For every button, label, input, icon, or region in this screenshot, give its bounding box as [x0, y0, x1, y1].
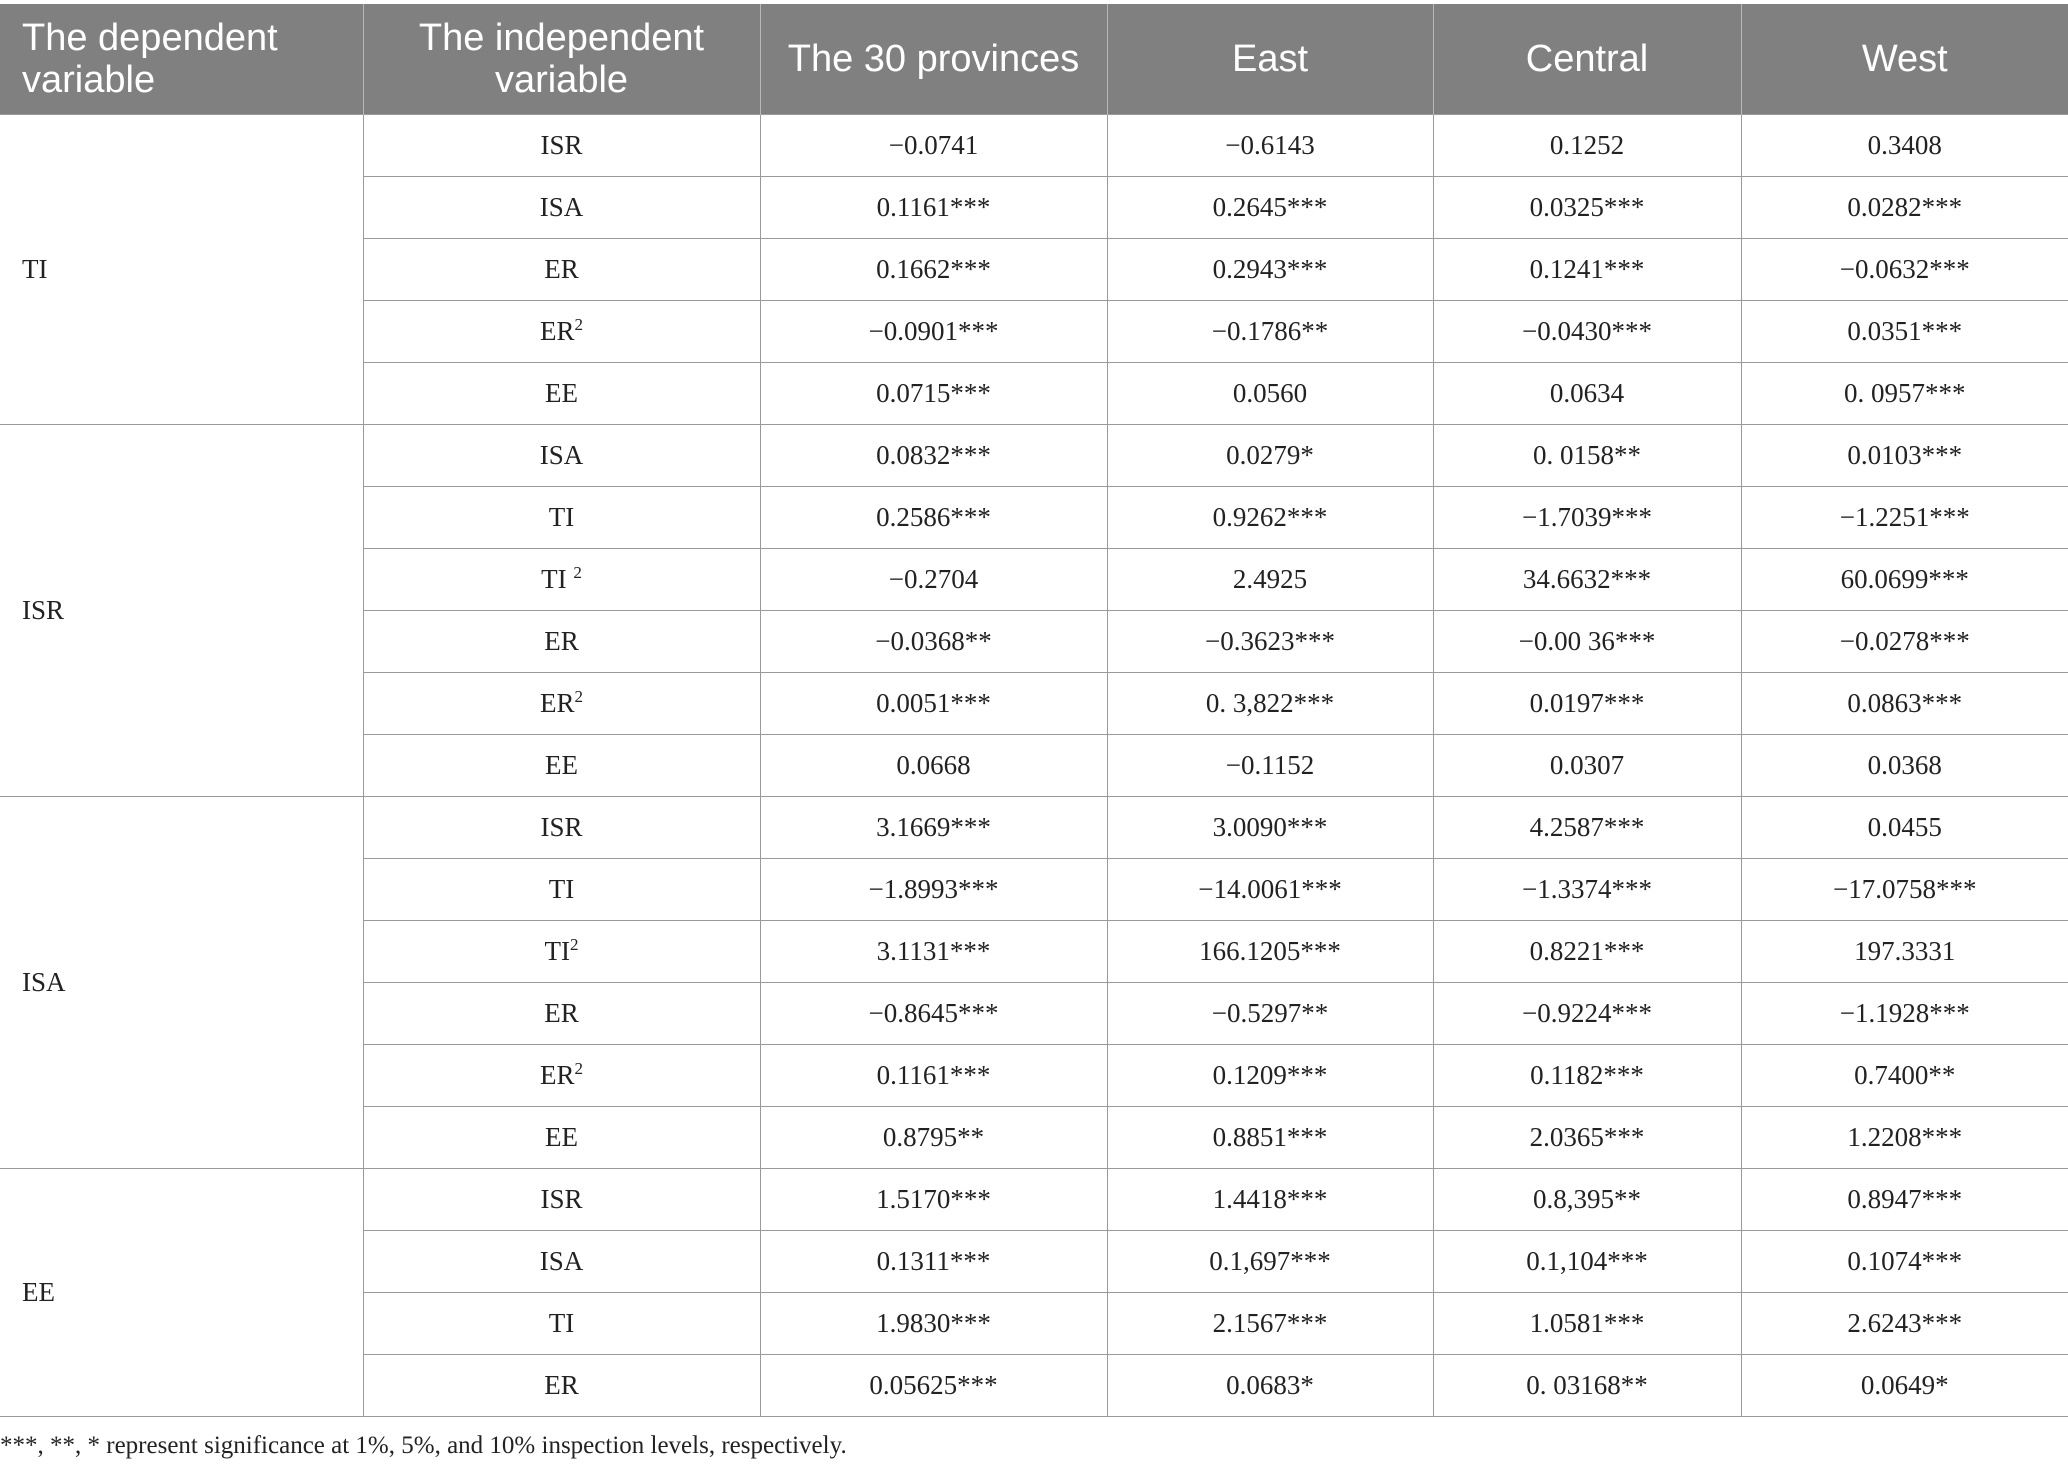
- independent-variable-cell: [363, 486, 760, 548]
- header-east: East: [1107, 4, 1433, 114]
- coefficient-cell-east: −0.6143: [1107, 114, 1433, 176]
- coefficient-cell-east: 0.1209***: [1107, 1044, 1433, 1106]
- variable-exponent: 2: [569, 935, 579, 954]
- coefficient-cell-west: 0.0649*: [1741, 1354, 2068, 1416]
- coefficient-cell-west: 0.7400**: [1741, 1044, 2068, 1106]
- coefficient-cell-west: 2.6243***: [1741, 1292, 2068, 1354]
- variable-name: ISA: [539, 439, 584, 470]
- coefficient-cell-west: 0.3408: [1741, 114, 2068, 176]
- independent-variable-cell: [363, 858, 760, 920]
- header-independent-variable: The independent variable: [363, 4, 760, 114]
- coefficient-cell-p30: −0.2704: [760, 548, 1107, 610]
- variable-name: ER: [539, 316, 575, 346]
- table-row: [0, 114, 2068, 176]
- independent-variable-cell: [363, 610, 760, 672]
- variable-exponent: 2: [574, 315, 583, 334]
- coefficient-cell-p30: 0.1311***: [760, 1230, 1107, 1292]
- coefficient-cell-central: 0.0634: [1433, 362, 1741, 424]
- coefficient-cell-p30: −0.0741: [760, 114, 1107, 176]
- coefficient-cell-west: 0.0103***: [1741, 424, 2068, 486]
- coefficient-cell-central: 2.0365***: [1433, 1106, 1741, 1168]
- coefficient-cell-central: 1.0581***: [1433, 1292, 1741, 1354]
- coefficient-cell-west: −0.0278***: [1741, 610, 2068, 672]
- coefficient-cell-west: −0.0632***: [1741, 238, 2068, 300]
- table-body: [0, 114, 2068, 1416]
- variable-name: ER: [539, 688, 575, 718]
- coefficient-cell-central: 0. 0158**: [1433, 424, 1741, 486]
- coefficient-cell-central: 0.8221***: [1433, 920, 1741, 982]
- independent-variable-cell: [363, 238, 760, 300]
- coefficient-cell-p30: 1.9830***: [760, 1292, 1107, 1354]
- coefficient-cell-central: −0.0430***: [1433, 300, 1741, 362]
- independent-variable-cell: [363, 796, 760, 858]
- coefficient-cell-east: 3.0090***: [1107, 796, 1433, 858]
- coefficient-cell-east: 0.2943***: [1107, 238, 1433, 300]
- table-row: [0, 424, 2068, 486]
- variable-name: EE: [545, 749, 578, 780]
- coefficient-cell-central: 4.2587***: [1433, 796, 1741, 858]
- coefficient-cell-east: 0. 3,822***: [1107, 672, 1433, 734]
- variable-name: ER: [544, 625, 579, 656]
- coefficient-cell-p30: −1.8993***: [760, 858, 1107, 920]
- independent-variable-cell: [363, 1354, 760, 1416]
- variable-name: TI: [548, 873, 575, 904]
- independent-variable-cell: [363, 734, 760, 796]
- independent-variable-cell: [363, 1044, 760, 1106]
- coefficient-cell-central: 0.1182***: [1433, 1044, 1741, 1106]
- significance-footnote: ***, **, * represent significance at 1%, 5%, and 10% inspection levels, respectively.: [0, 1432, 847, 1459]
- coefficient-cell-p30: −0.8645***: [760, 982, 1107, 1044]
- header-30-provinces: The 30 provinces: [760, 4, 1107, 114]
- coefficient-cell-east: −0.3623***: [1107, 610, 1433, 672]
- variable-name: TI: [548, 501, 575, 532]
- header-row: [0, 4, 2068, 114]
- table-header: [0, 4, 2068, 114]
- coefficient-cell-p30: 3.1131***: [760, 920, 1107, 982]
- coefficient-cell-east: 0.0683*: [1107, 1354, 1433, 1416]
- coefficient-cell-west: 0.1074***: [1741, 1230, 2068, 1292]
- coefficient-cell-central: 0.0325***: [1433, 176, 1741, 238]
- coefficient-cell-central: 0.0307: [1433, 734, 1741, 796]
- coefficient-cell-central: 0. 03168**: [1433, 1354, 1741, 1416]
- table-row: [0, 796, 2068, 858]
- independent-variable-cell: [363, 176, 760, 238]
- coefficient-cell-p30: 0.0832***: [760, 424, 1107, 486]
- coefficient-cell-east: 2.1567***: [1107, 1292, 1433, 1354]
- coefficient-cell-east: 1.4418***: [1107, 1168, 1433, 1230]
- coefficient-cell-east: 0.2645***: [1107, 176, 1433, 238]
- coefficient-cell-west: −1.2251***: [1741, 486, 2068, 548]
- coefficient-cell-east: 166.1205***: [1107, 920, 1433, 982]
- coefficient-cell-east: −14.0061***: [1107, 858, 1433, 920]
- coefficient-cell-p30: 0.0668: [760, 734, 1107, 796]
- independent-variable-cell: [363, 424, 760, 486]
- coefficient-cell-central: −0.00 36***: [1433, 610, 1741, 672]
- coefficient-cell-east: −0.1152: [1107, 734, 1433, 796]
- coefficient-cell-west: 0.0282***: [1741, 176, 2068, 238]
- independent-variable-cell: [363, 1230, 760, 1292]
- variable-name: ER: [544, 253, 579, 284]
- coefficient-cell-central: 0.1,104***: [1433, 1230, 1741, 1292]
- variable-name: TI: [541, 564, 574, 594]
- variable-name: ISA: [539, 191, 584, 222]
- variable-name: TI: [548, 1307, 575, 1338]
- coefficient-cell-p30: 0.8795**: [760, 1106, 1107, 1168]
- coefficient-cell-p30: 0.1161***: [760, 1044, 1107, 1106]
- variable-name: ER: [544, 997, 579, 1028]
- header-dependent-variable: The dependent variable: [0, 4, 363, 114]
- coefficient-cell-west: −17.0758***: [1741, 858, 2068, 920]
- header-central: Central: [1433, 4, 1741, 114]
- independent-variable-cell: [363, 548, 760, 610]
- coefficient-cell-p30: −0.0901***: [760, 300, 1107, 362]
- coefficient-cell-central: −1.7039***: [1433, 486, 1741, 548]
- variable-name: ISA: [539, 1245, 584, 1276]
- independent-variable-cell: [363, 672, 760, 734]
- variable-name: EE: [545, 377, 578, 408]
- coefficient-cell-p30: 0.2586***: [760, 486, 1107, 548]
- independent-variable-cell: [363, 1292, 760, 1354]
- coefficient-cell-east: 0.9262***: [1107, 486, 1433, 548]
- variable-name: EE: [545, 1121, 578, 1152]
- variable-name: ER: [539, 1060, 575, 1090]
- independent-variable-cell: [363, 920, 760, 982]
- coefficient-cell-central: 0.0197***: [1433, 672, 1741, 734]
- coefficient-cell-central: −1.3374***: [1433, 858, 1741, 920]
- coefficient-cell-central: 0.1241***: [1433, 238, 1741, 300]
- dependent-variable-cell: ISR: [0, 424, 363, 796]
- coefficient-cell-p30: 0.0051***: [760, 672, 1107, 734]
- coefficient-cell-central: 34.6632***: [1433, 548, 1741, 610]
- dependent-variable-cell: ISA: [0, 796, 363, 1168]
- coefficient-cell-east: 0.1,697***: [1107, 1230, 1433, 1292]
- coefficient-cell-west: 60.0699***: [1741, 548, 2068, 610]
- independent-variable-cell: [363, 1106, 760, 1168]
- coefficient-cell-east: 2.4925: [1107, 548, 1433, 610]
- coefficient-cell-east: 0.8851***: [1107, 1106, 1433, 1168]
- variable-exponent: 2: [573, 563, 582, 582]
- coefficient-cell-west: 0.0351***: [1741, 300, 2068, 362]
- coefficient-cell-west: 0.0863***: [1741, 672, 2068, 734]
- coefficient-cell-p30: 0.0715***: [760, 362, 1107, 424]
- coefficient-cell-west: 0.8947***: [1741, 1168, 2068, 1230]
- coefficient-cell-west: 197.3331: [1741, 920, 2068, 982]
- coefficient-cell-central: −0.9224***: [1433, 982, 1741, 1044]
- coefficient-cell-p30: 0.1662***: [760, 238, 1107, 300]
- variable-name: ISR: [540, 811, 583, 842]
- variable-name: TI: [544, 936, 570, 966]
- header-west: West: [1741, 4, 2068, 114]
- coefficient-cell-p30: −0.0368**: [760, 610, 1107, 672]
- coefficient-cell-p30: 0.05625***: [760, 1354, 1107, 1416]
- coefficient-cell-east: −0.1786**: [1107, 300, 1433, 362]
- coefficient-cell-east: 0.0279*: [1107, 424, 1433, 486]
- coefficient-cell-p30: 1.5170***: [760, 1168, 1107, 1230]
- variable-name: ER: [544, 1369, 579, 1400]
- coefficient-cell-west: 0.0368: [1741, 734, 2068, 796]
- independent-variable-cell: [363, 114, 760, 176]
- variable-exponent: 2: [574, 1059, 583, 1078]
- coefficient-cell-p30: 0.1161***: [760, 176, 1107, 238]
- coefficient-cell-west: 1.2208***: [1741, 1106, 2068, 1168]
- variable-exponent: 2: [574, 687, 583, 706]
- independent-variable-cell: [363, 1168, 760, 1230]
- table-row: [0, 1168, 2068, 1230]
- coefficient-cell-west: −1.1928***: [1741, 982, 2068, 1044]
- coefficient-cell-west: 0. 0957***: [1741, 362, 2068, 424]
- variable-name: ISR: [540, 1183, 583, 1214]
- dependent-variable-cell: TI: [0, 114, 363, 424]
- independent-variable-cell: [363, 982, 760, 1044]
- coefficient-cell-west: 0.0455: [1741, 796, 2068, 858]
- coefficient-cell-p30: 3.1669***: [760, 796, 1107, 858]
- variable-name: ISR: [540, 129, 583, 160]
- coefficient-cell-east: −0.5297**: [1107, 982, 1433, 1044]
- independent-variable-cell: [363, 362, 760, 424]
- regression-table: [0, 4, 2068, 1417]
- independent-variable-cell: [363, 300, 760, 362]
- coefficient-cell-central: 0.1252: [1433, 114, 1741, 176]
- coefficient-cell-east: 0.0560: [1107, 362, 1433, 424]
- coefficient-cell-central: 0.8,395**: [1433, 1168, 1741, 1230]
- dependent-variable-cell: EE: [0, 1168, 363, 1416]
